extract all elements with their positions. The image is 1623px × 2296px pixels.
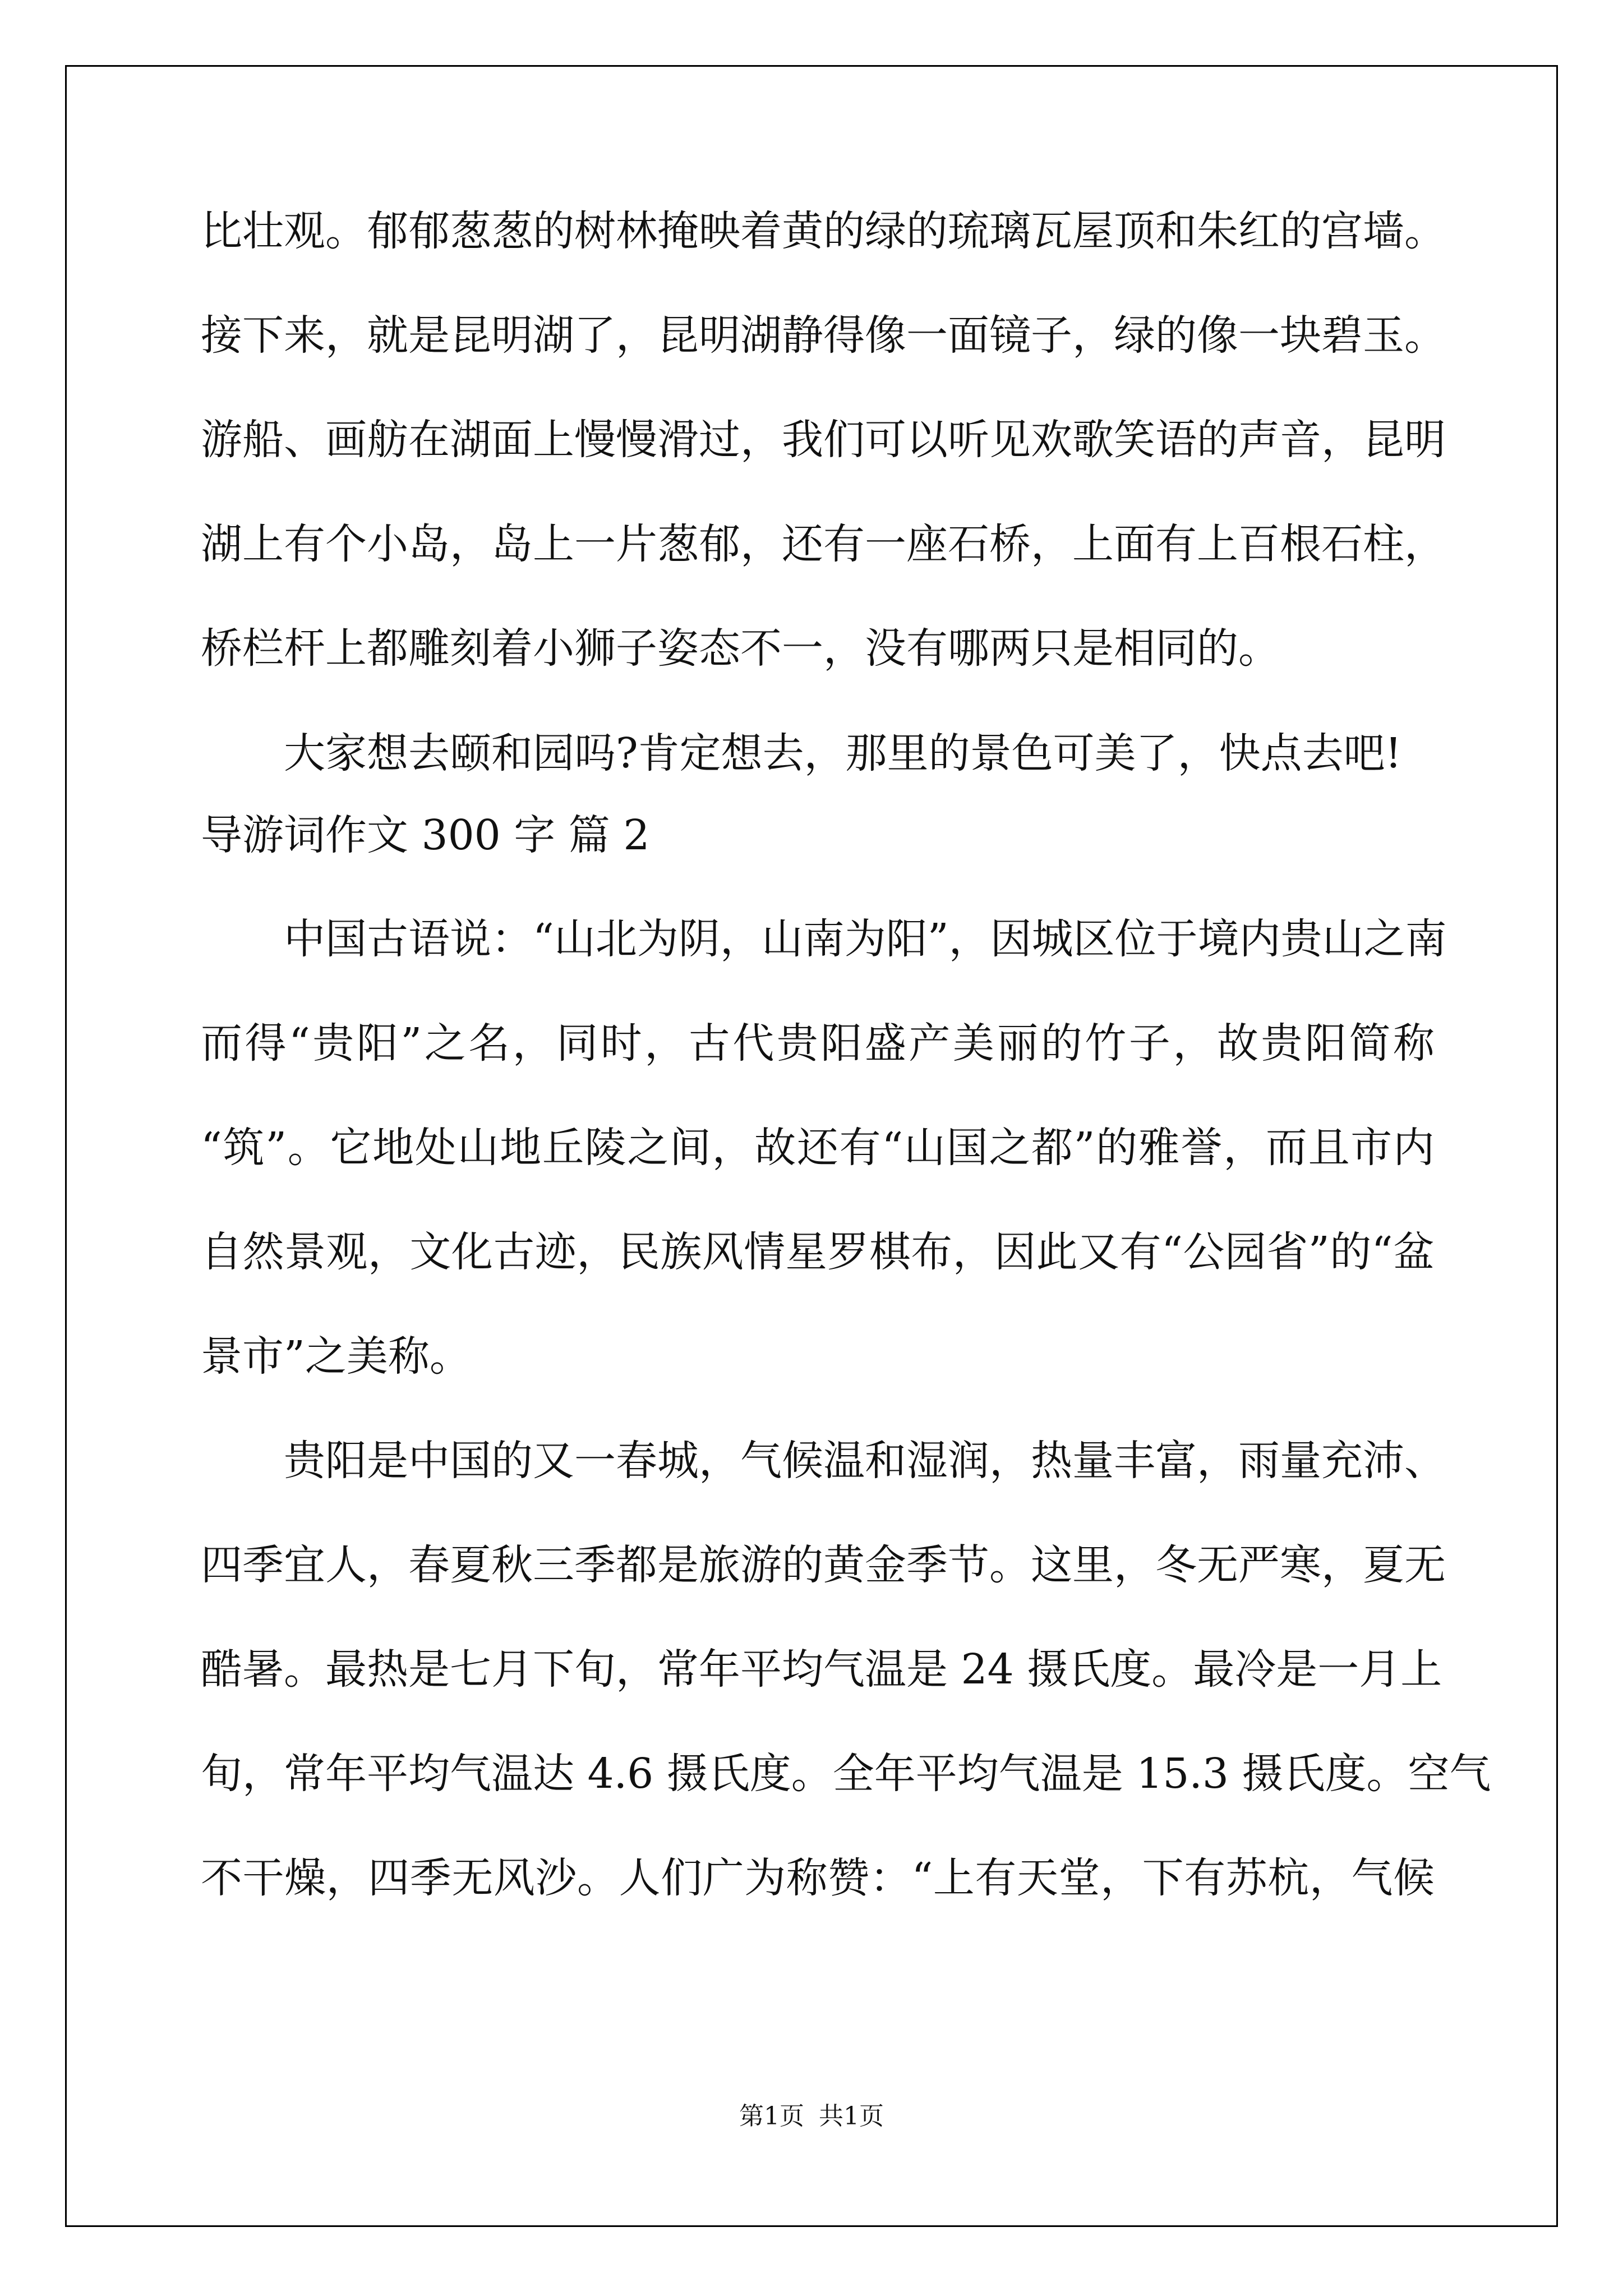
paragraph-line: 贵阳是中国的又一春城，气候温和湿润，热量丰富，雨量充沛、 [284,1437,1446,1485]
paragraph-line: 不干燥，四季无风沙。人们广为称赞：“上有天堂，下有苏杭，气候 [201,1854,1435,1902]
paragraph-line: 酷暑。最热是七月下旬，常年平均气温是 24 摄氏度。最冷是一月上 [201,1645,1442,1694]
paragraph-line: 景市”之美称。 [201,1332,471,1381]
paragraph-line: 四季宜人，春夏秋三季都是旅游的黄金季节。这里，冬无严寒，夏无 [201,1541,1446,1589]
paragraph-line: 而得“贵阳”之名，同时，古代贵阳盛产美丽的竹子，故贵阳简称 [201,1019,1435,1068]
section-heading: 导游词作文 300 字 篇 2 [201,811,650,859]
paragraph-line: 游船、画舫在湖面上慢慢滑过，我们可以听见欢歌笑语的声音，昆明 [201,416,1446,464]
page-footer: 第1页 共1页 [739,2102,884,2131]
paragraph-line: 湖上有个小岛，岛上一片葱郁，还有一座石桥，上面有上百根石柱， [201,520,1446,568]
paragraph-line: 旬，常年平均气温达 4.6 摄氏度。全年平均气温是 15.3 摄氏度。空气 [201,1750,1491,1798]
paragraph-line: 桥栏杆上都雕刻着小狮子姿态不一，没有哪两只是相同的。 [201,624,1280,673]
paragraph-line: 自然景观，文化古迹，民族风情星罗棋布，因此又有“公园省”的“盆 [201,1228,1435,1276]
paragraph-line: 比壮观。郁郁葱葱的树林掩映着黄的绿的琉璃瓦屋顶和朱红的宫墙。 [201,207,1446,255]
paragraph-line: “筑”。它地处山地丘陵之间，故还有“山国之都”的雅誉，而且市内 [201,1124,1435,1172]
paragraph-line: 大家想去颐和园吗?肯定想去，那里的景色可美了，快点去吧! [284,729,1402,777]
paragraph-line: 接下来，就是昆明湖了，昆明湖静得像一面镜子，绿的像一块碧玉。 [201,311,1446,360]
paragraph-line: 中国古语说：“山北为阴，山南为阳”，因城区位于境内贵山之南 [284,915,1447,963]
